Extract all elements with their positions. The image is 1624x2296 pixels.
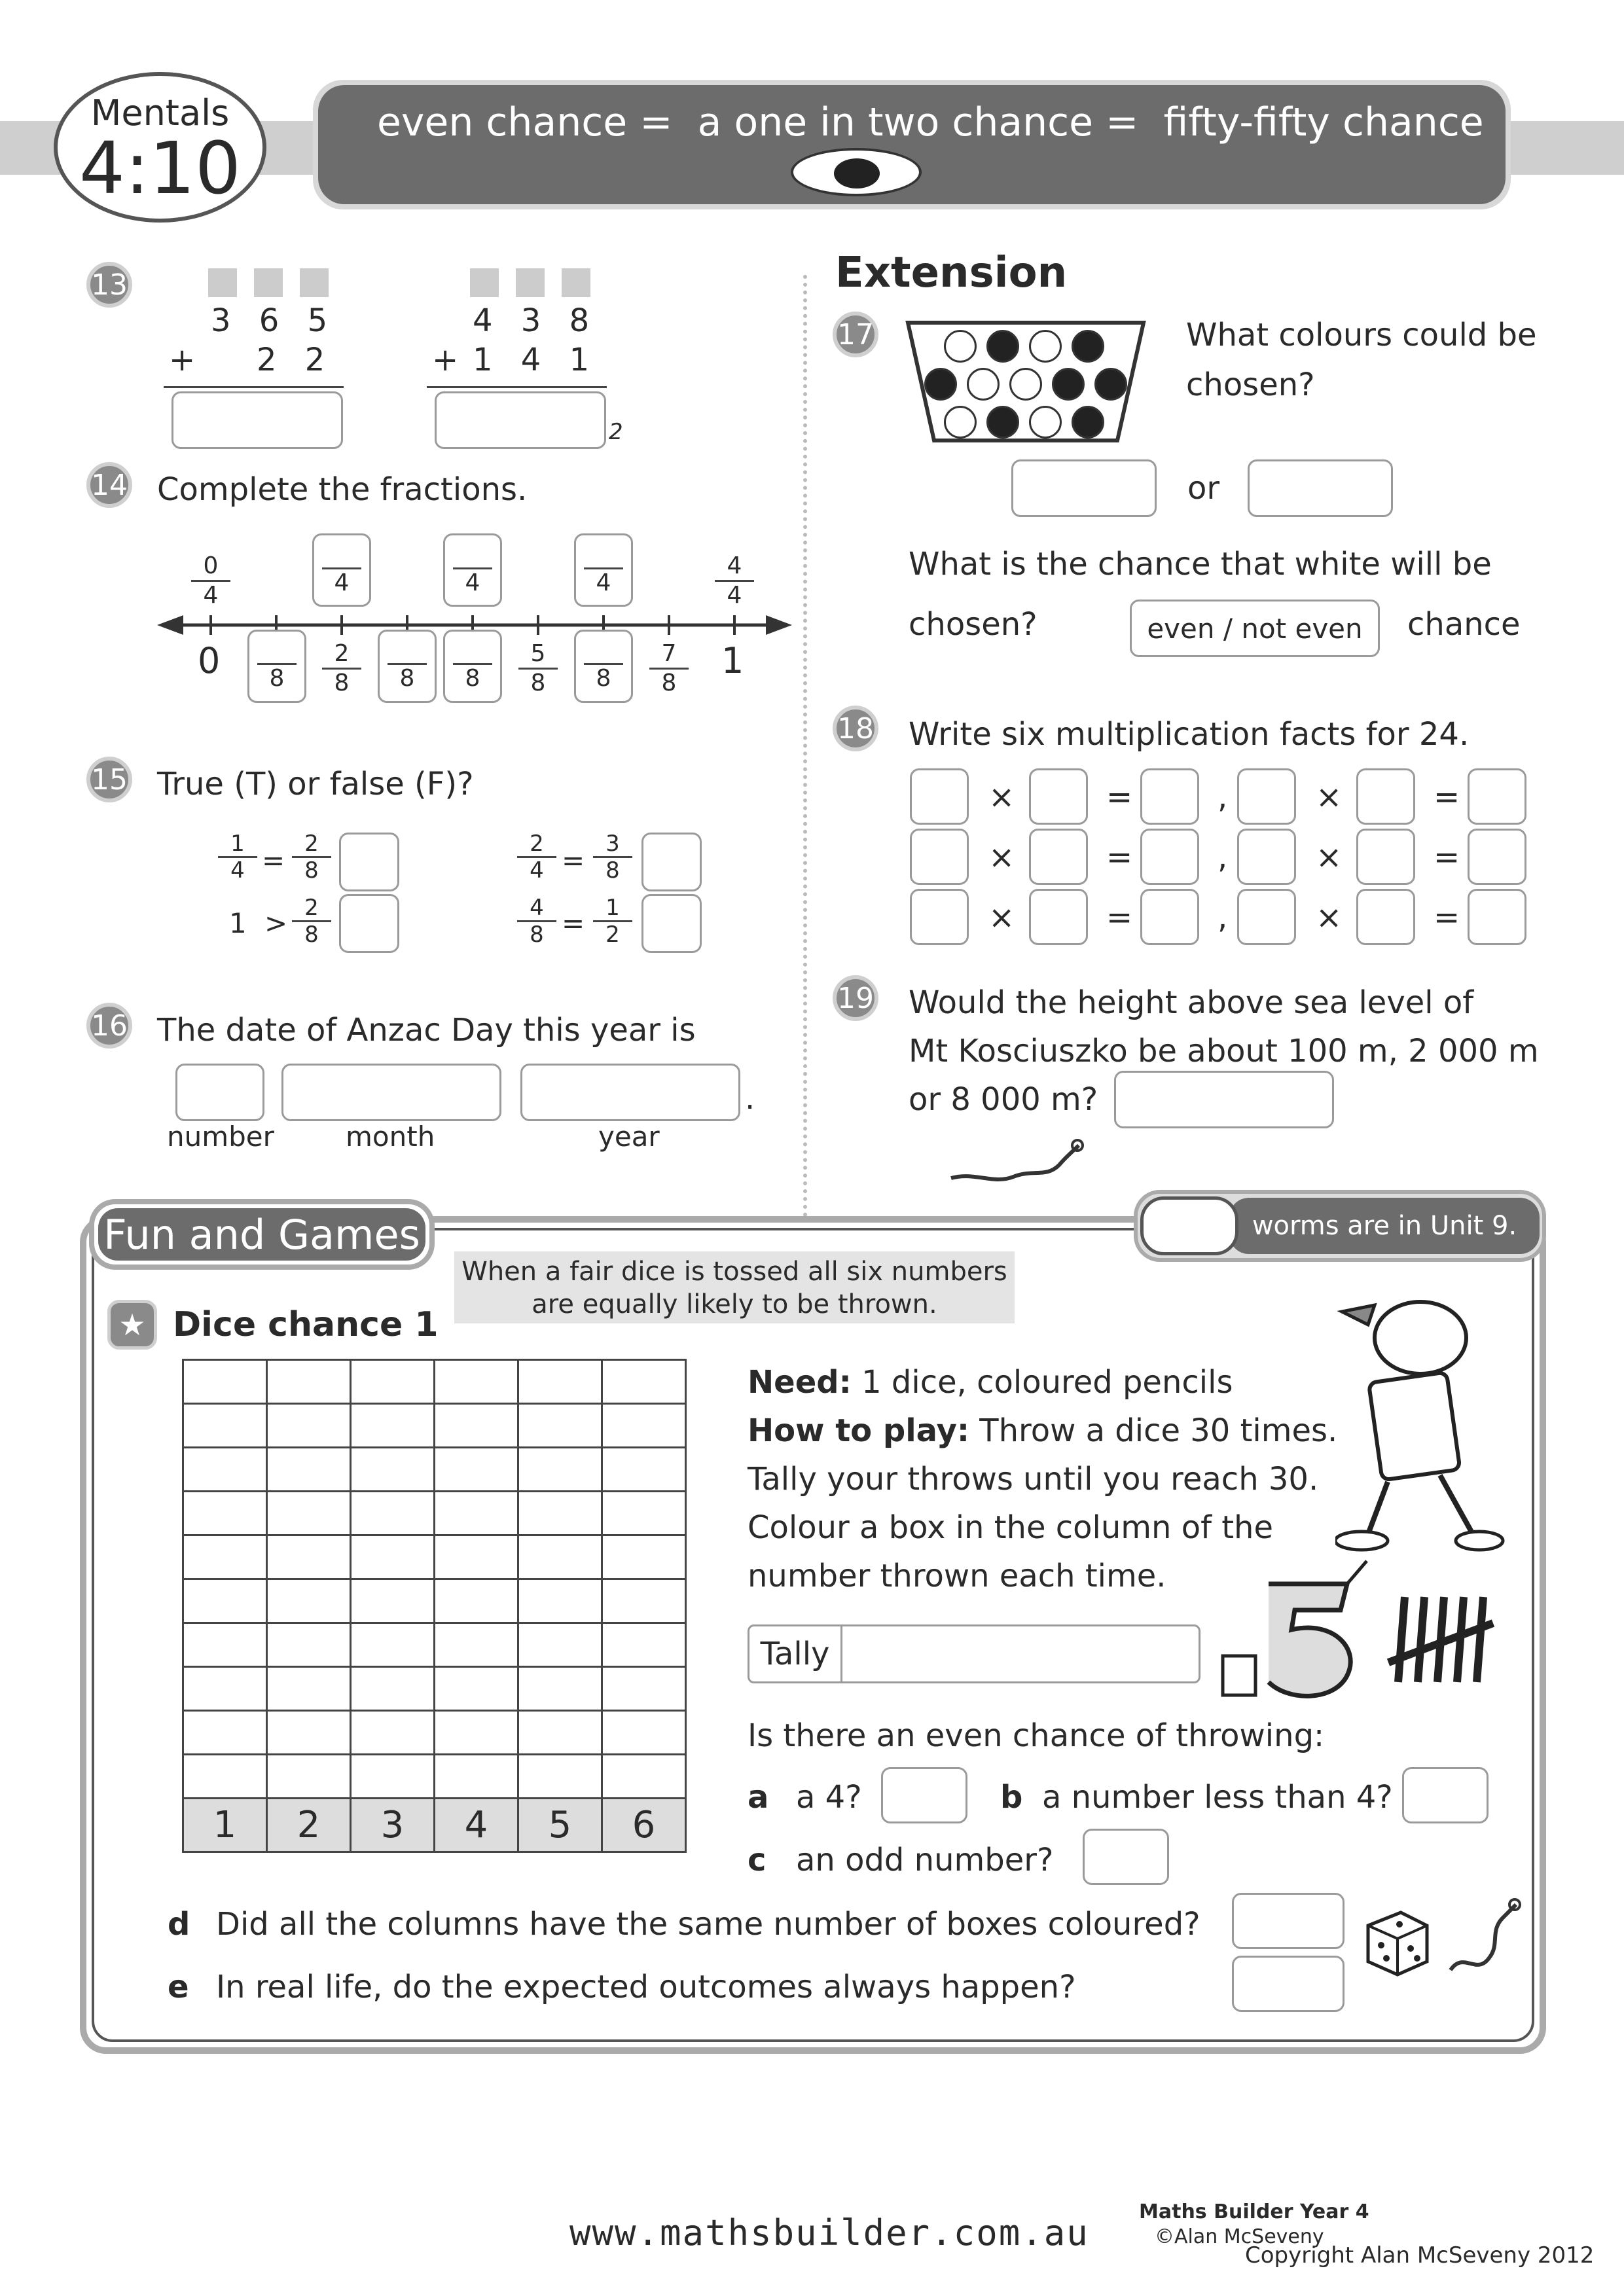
need-label: Need: — [748, 1364, 852, 1401]
q13-sum1-top: 3 6 5 — [211, 302, 337, 339]
label-year: year — [598, 1121, 660, 1153]
q16-text: The date of Anzac Day this year is — [157, 1012, 696, 1049]
worm-icon-2 — [1444, 1898, 1523, 1983]
column-label: 5 — [518, 1799, 602, 1852]
q13-sum1-op: + — [169, 342, 196, 378]
instructions-line-1: Tally your throws until you reach 30. — [748, 1461, 1319, 1498]
grid-cell[interactable] — [183, 1623, 267, 1667]
how-text: Throw a dice 30 times. — [969, 1412, 1338, 1449]
grid-cell[interactable] — [351, 1667, 435, 1711]
grid-cell[interactable] — [267, 1492, 351, 1535]
grid-cell[interactable] — [183, 1360, 267, 1404]
grid-cell[interactable] — [267, 1448, 351, 1492]
q13-mark: 2 — [609, 419, 623, 445]
comma: , — [1218, 839, 1228, 876]
part-e-text: In real life, do the expected outcomes always happen? — [216, 1969, 1076, 2005]
number-line-start: 0 — [198, 640, 221, 681]
grid-cell[interactable] — [602, 1755, 686, 1799]
part-d-answer[interactable] — [1232, 1893, 1344, 1949]
q15-item2-op: = — [562, 844, 585, 876]
instructions-line-2: Colour a box in the column of the — [748, 1509, 1273, 1546]
fact-box[interactable] — [1140, 889, 1199, 945]
fair-dice-note — [454, 1251, 1015, 1323]
grid-cell[interactable] — [602, 1448, 686, 1492]
times-symbol: × — [988, 899, 1015, 936]
note-line-1: When a fair dice is tossed all six numbers — [461, 1257, 1007, 1287]
q17-question: What colours could be chosen? — [1186, 317, 1537, 403]
number-five-painter-icon — [1216, 1558, 1373, 1708]
equals-symbol: = — [1106, 779, 1133, 816]
fact-box[interactable] — [1237, 768, 1296, 825]
grid-cell[interactable] — [602, 1535, 686, 1579]
badge-unit: 4:10 — [79, 126, 242, 210]
grid-cell[interactable] — [183, 1579, 267, 1623]
part-e-label: e — [168, 1969, 189, 2005]
white-counter — [944, 406, 977, 439]
grid-cell[interactable] — [435, 1667, 518, 1711]
q13-sum1-line — [164, 386, 344, 388]
q15-item2-right: $\frac{3}{8}$ — [593, 831, 632, 883]
equals-symbol: = — [1434, 899, 1460, 936]
part-b-answer[interactable] — [1402, 1767, 1489, 1823]
fact-box[interactable] — [1029, 768, 1088, 825]
grid-cell[interactable] — [518, 1667, 602, 1711]
question-18-number: 18 — [833, 706, 878, 751]
part-b-text: a number less than 4? — [1042, 1779, 1393, 1816]
black-counter — [924, 368, 957, 401]
grid-cell[interactable] — [518, 1404, 602, 1448]
tally-marks-icon — [1385, 1584, 1496, 1689]
fact-box[interactable] — [910, 889, 969, 945]
q15-text: True (T) or false (F)? — [157, 766, 474, 802]
q19-line-3: or 8 000 m? — [909, 1081, 1098, 1118]
footer-copyright: Copyright Alan McSeveny 2012 — [1245, 2242, 1595, 2269]
anzac-month-field[interactable] — [281, 1064, 501, 1121]
q15-item4-answer[interactable] — [641, 894, 702, 953]
fact-box[interactable] — [1029, 889, 1088, 945]
cartoon-boy-icon — [1335, 1292, 1506, 1554]
q13-sum1-bottom: 2 2 — [257, 342, 334, 378]
question-15-number: 15 — [86, 757, 132, 802]
grid-cell[interactable] — [183, 1535, 267, 1579]
number-line-end: 1 — [721, 640, 744, 681]
grid-cell[interactable] — [435, 1404, 518, 1448]
black-counter — [1072, 406, 1104, 439]
fact-box[interactable] — [1140, 768, 1199, 825]
footer-url[interactable]: www.mathsbuilder.com.au — [569, 2212, 1089, 2253]
grid-cell[interactable] — [602, 1404, 686, 1448]
equals-symbol: = — [1434, 839, 1460, 876]
grid-cell[interactable] — [267, 1404, 351, 1448]
black-counter — [986, 406, 1019, 439]
q17-chance-word: chance — [1407, 606, 1521, 643]
q14-text: Complete the fractions. — [157, 471, 528, 508]
fact-box[interactable] — [1237, 889, 1296, 945]
column-label: 1 — [183, 1799, 267, 1852]
q14-eighth-6: 8 — [584, 662, 623, 692]
how-line — [748, 1412, 1337, 1449]
question-19-number: 19 — [833, 975, 878, 1021]
part-c-text: an odd number? — [796, 1842, 1054, 1878]
anzac-year-field[interactable] — [520, 1064, 740, 1121]
q14-quarter-0: $\frac{0}{4}$ — [191, 552, 230, 609]
tally-label: Tally — [749, 1626, 842, 1681]
q13-sum2-op: + — [432, 342, 459, 378]
black-counter — [1094, 368, 1127, 401]
grid-cell[interactable] — [435, 1448, 518, 1492]
badge-top: Mentals — [90, 92, 230, 134]
grid-cell[interactable] — [267, 1667, 351, 1711]
star-icon: ★ — [107, 1300, 157, 1350]
colour-answer-2[interactable] — [1248, 459, 1393, 517]
column-label: 2 — [267, 1799, 351, 1852]
banner — [313, 80, 1511, 209]
grid-cell[interactable] — [435, 1492, 518, 1535]
grid-cell[interactable] — [351, 1579, 435, 1623]
q19-line-1: Would the height above sea level of — [909, 984, 1474, 1021]
tally-field[interactable] — [748, 1624, 1200, 1683]
bucket-dots — [905, 319, 1147, 444]
column-label: 3 — [351, 1799, 435, 1852]
tally-grid[interactable] — [182, 1359, 687, 1853]
grid-cell[interactable] — [435, 1535, 518, 1579]
grid-cell[interactable] — [351, 1492, 435, 1535]
q14-quarter-2: 4 — [453, 567, 492, 597]
q15-item1-op: = — [262, 844, 285, 876]
q15-item1-right: $\frac{2}{8}$ — [292, 831, 331, 883]
instructions-line-3: number thrown each time. — [748, 1558, 1166, 1594]
equals-symbol: = — [1106, 899, 1133, 936]
fact-box[interactable] — [1140, 829, 1199, 885]
grid-cell[interactable] — [435, 1579, 518, 1623]
grid-cell[interactable] — [267, 1755, 351, 1799]
column-label: 6 — [602, 1799, 686, 1852]
grid-cell[interactable] — [518, 1535, 602, 1579]
even-not-even-label: even / not even — [1147, 612, 1363, 645]
worms-label-bg — [1229, 1198, 1540, 1254]
grid-cell[interactable] — [267, 1711, 351, 1755]
q14-eighth-4: 8 — [453, 662, 492, 692]
question-13-number: 13 — [86, 262, 132, 308]
label-number: number — [167, 1121, 274, 1153]
grid-cell[interactable] — [351, 1623, 435, 1667]
equals-symbol: = — [1106, 839, 1133, 876]
fun-title: Fun and Games — [103, 1210, 420, 1259]
grid-cell[interactable] — [183, 1711, 267, 1755]
white-counter — [1009, 368, 1042, 401]
fact-box[interactable] — [1468, 889, 1526, 945]
fact-box[interactable] — [1468, 829, 1526, 885]
seal-logo — [791, 148, 922, 196]
grid-cell[interactable] — [183, 1492, 267, 1535]
q15-item3-right: $\frac{2}{8}$ — [292, 895, 331, 947]
q14-eighth-2: $\frac{2}{8}$ — [322, 640, 361, 697]
q14-quarter-3: 4 — [584, 567, 623, 597]
footer-author: ©Alan McSeveny — [1155, 2225, 1324, 2248]
q13-sum2-line — [427, 386, 607, 388]
even-not-even-choice[interactable] — [1130, 600, 1380, 657]
how-label: How to play: — [748, 1412, 970, 1449]
q14-eighth-7: $\frac{7}{8}$ — [649, 640, 689, 697]
q14-eighth-5: $\frac{5}{8}$ — [518, 640, 558, 697]
anzac-number-field[interactable] — [175, 1064, 264, 1121]
part-d-label: d — [168, 1906, 190, 1943]
times-symbol: × — [1316, 779, 1343, 816]
grid-cell[interactable] — [518, 1755, 602, 1799]
fact-box[interactable] — [910, 829, 969, 885]
q13-answer-1[interactable] — [171, 391, 343, 449]
equals-symbol: = — [1434, 779, 1460, 816]
q16-period: . — [745, 1080, 755, 1117]
dice-icon — [1362, 1906, 1434, 1978]
worms-label: worms are in Unit 9. — [1252, 1211, 1517, 1241]
grid-cell[interactable] — [602, 1667, 686, 1711]
grid-cell[interactable] — [602, 1579, 686, 1623]
worms-count-field[interactable] — [1140, 1196, 1238, 1255]
comma: , — [1218, 779, 1228, 816]
grid-cell[interactable] — [435, 1360, 518, 1404]
banner-text: even chance = a one in two chance = fifty-fifty chance — [377, 99, 1484, 145]
colour-answer-1[interactable] — [1011, 459, 1157, 517]
fact-box[interactable] — [1356, 829, 1415, 885]
grid-cell[interactable] — [518, 1711, 602, 1755]
fact-box[interactable] — [1237, 829, 1296, 885]
times-symbol: × — [988, 779, 1015, 816]
question-17-number: 17 — [833, 312, 878, 357]
q14-eighth-1: 8 — [257, 662, 297, 692]
grid-cell[interactable] — [602, 1360, 686, 1404]
part-d-text: Did all the columns have the same number of boxes coloured? — [216, 1906, 1200, 1943]
fact-box[interactable] — [1029, 829, 1088, 885]
part-c-answer[interactable] — [1083, 1829, 1169, 1885]
footer-book: Maths Builder Year 4 — [1139, 2200, 1369, 2223]
grid-cell[interactable] — [518, 1492, 602, 1535]
white-counter — [1029, 330, 1062, 363]
grid-cell[interactable] — [518, 1579, 602, 1623]
q15-item4-op: = — [562, 907, 585, 939]
question-16-number: 16 — [86, 1003, 132, 1049]
multiplication-facts — [910, 768, 1538, 958]
q13-sum2-bottom: 1 4 1 — [473, 342, 599, 378]
kosciuszko-answer[interactable] — [1114, 1071, 1334, 1128]
grid-cell[interactable] — [435, 1711, 518, 1755]
black-counter — [986, 330, 1019, 363]
q17-or: or — [1187, 470, 1220, 507]
column-label: 4 — [435, 1799, 518, 1852]
white-counter — [944, 330, 977, 363]
q15-item3-op: > — [264, 907, 288, 939]
q14-quarter-1: 4 — [322, 567, 361, 597]
part-a-text: a 4? — [796, 1779, 862, 1816]
grid-cell[interactable] — [518, 1360, 602, 1404]
q15-item4-left: $\frac{4}{8}$ — [517, 895, 556, 947]
question-14-number: 14 — [86, 462, 132, 508]
grid-cell[interactable] — [183, 1404, 267, 1448]
grid-cell[interactable] — [183, 1667, 267, 1711]
grid-cell[interactable] — [602, 1711, 686, 1755]
q15-item3-left: 1 — [229, 907, 247, 939]
grid-cell[interactable] — [602, 1492, 686, 1535]
white-counter — [1029, 406, 1062, 439]
fact-box[interactable] — [910, 768, 969, 825]
grid-cell[interactable] — [183, 1448, 267, 1492]
part-b-label: b — [1000, 1779, 1023, 1816]
grid-cell[interactable] — [267, 1579, 351, 1623]
part-c-label: c — [748, 1842, 767, 1878]
times-symbol: × — [1316, 839, 1343, 876]
grid-cell[interactable] — [518, 1623, 602, 1667]
comma: , — [1218, 899, 1228, 936]
need-text: 1 dice, coloured pencils — [851, 1364, 1233, 1401]
fact-box[interactable] — [1468, 768, 1526, 825]
need-line — [748, 1364, 1233, 1401]
fun-title-tab — [89, 1199, 435, 1270]
part-e-answer[interactable] — [1232, 1956, 1344, 2012]
grid-cell[interactable] — [267, 1623, 351, 1667]
grid-cell[interactable] — [267, 1535, 351, 1579]
worm-icon — [948, 1139, 1085, 1191]
q19-line-2: Mt Kosciuszko be about 100 m, 2 000 m — [909, 1033, 1539, 1069]
q15-item1-left: $\frac{1}{4}$ — [218, 831, 257, 883]
note-line-2: are equally likely to be thrown. — [532, 1289, 937, 1319]
q15-item4-right: $\frac{1}{2}$ — [593, 895, 632, 947]
q13-sum2-top: 4 3 8 — [473, 302, 599, 339]
grid-cell[interactable] — [351, 1535, 435, 1579]
q18-text: Write six multiplication facts for 24. — [909, 716, 1470, 753]
q14-quarter-4: $\frac{4}{4}$ — [715, 552, 754, 609]
grid-cell[interactable] — [435, 1623, 518, 1667]
grid-cell[interactable] — [351, 1404, 435, 1448]
black-counter — [1072, 330, 1104, 363]
label-month: month — [346, 1121, 435, 1153]
extension-title: Extension — [835, 249, 1068, 297]
q15-item3-answer[interactable] — [339, 894, 399, 953]
grid-cell[interactable] — [518, 1448, 602, 1492]
fact-box[interactable] — [1356, 889, 1415, 945]
q13-answer-2[interactable] — [435, 391, 606, 449]
grid-cell[interactable] — [351, 1448, 435, 1492]
white-counter — [967, 368, 1000, 401]
part-a-label: a — [748, 1779, 769, 1816]
q17-chosen: chosen? — [909, 606, 1038, 643]
times-symbol: × — [1316, 899, 1343, 936]
game-title: Dice chance 1 — [173, 1305, 439, 1344]
even-chance-question: Is there an even chance of throwing: — [748, 1717, 1325, 1754]
grid-cell[interactable] — [602, 1623, 686, 1667]
fact-box[interactable] — [1356, 768, 1415, 825]
times-symbol: × — [988, 839, 1015, 876]
grid-cell[interactable] — [183, 1755, 267, 1799]
q15-item1-answer[interactable] — [339, 833, 399, 891]
q17-chance-question: What is the chance that white will be — [909, 546, 1492, 583]
column-divider — [803, 275, 807, 1217]
grid-cell[interactable] — [267, 1360, 351, 1404]
q15-item2-answer[interactable] — [641, 833, 702, 891]
grid-cell[interactable] — [435, 1755, 518, 1799]
black-counter — [1052, 368, 1085, 401]
grid-cell[interactable] — [351, 1360, 435, 1404]
q14-eighth-3: 8 — [388, 662, 427, 692]
grid-cell[interactable] — [351, 1755, 435, 1799]
unit-badge — [54, 72, 266, 223]
q15-item2-left: $\frac{2}{4}$ — [517, 831, 556, 883]
grid-cell[interactable] — [351, 1711, 435, 1755]
part-a-answer[interactable] — [881, 1767, 967, 1823]
